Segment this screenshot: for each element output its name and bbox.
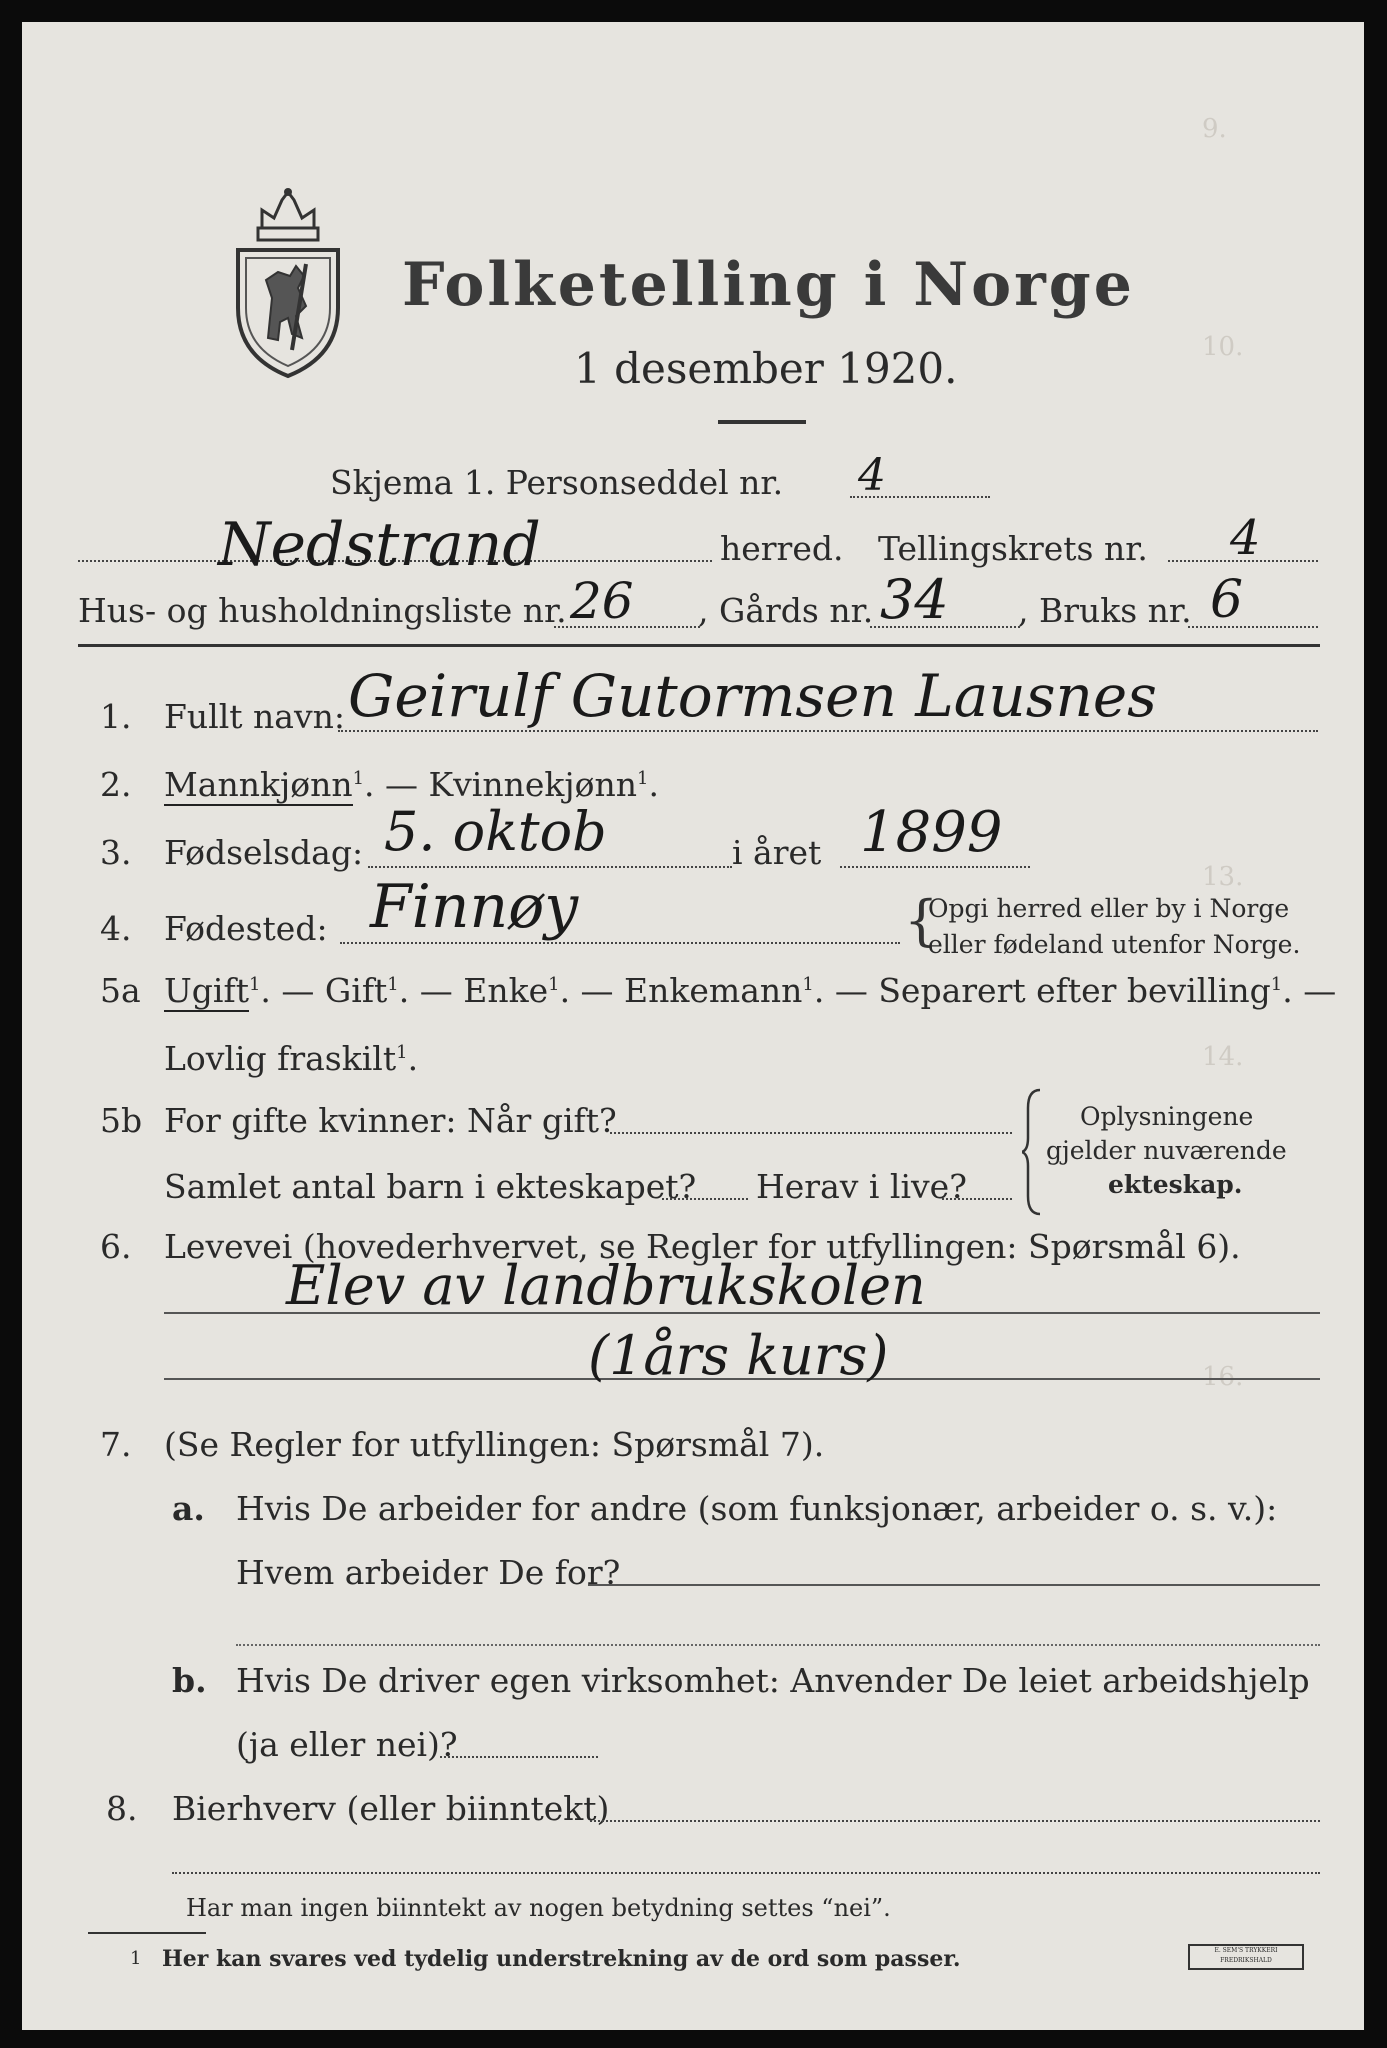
hus-value[interactable]: 26 (570, 572, 634, 630)
hired-help-line[interactable] (440, 1756, 598, 1758)
side-income-note: Har man ingen biinntekt av nogen betydning settes “nei”. (186, 1894, 891, 1922)
census-form (22, 22, 1364, 2030)
employer-line-2[interactable] (236, 1644, 1320, 1646)
q5b-label-2: Samlet antal barn i ekteskapet? (164, 1167, 697, 1206)
bleed-through-text: 10. (1202, 332, 1244, 362)
occupation-detail-value[interactable]: (1års kurs) (588, 1324, 889, 1387)
birthplace-value[interactable]: Finnøy (370, 872, 579, 942)
footnote-marker: 1 (802, 974, 814, 995)
footnote-marker: 1 (352, 768, 365, 789)
herred-value[interactable]: Nedstrand (218, 510, 541, 580)
footnote-number: 1 (130, 1948, 142, 1969)
separator: . (648, 765, 659, 804)
q3-label: Fødselsdag: (164, 833, 364, 872)
q4-label: Fødested: (164, 909, 328, 948)
q7b-number: b. (172, 1661, 207, 1700)
census-date: 1 desember 1920. (574, 344, 958, 393)
tellingskrets-label: Tellingskrets nr. (878, 529, 1148, 568)
separator: . — (364, 765, 429, 804)
q7a-text: Hvis De arbeider for andre (som funksjonær, arbeider o. s. v.): (236, 1489, 1278, 1528)
employer-line[interactable] (588, 1584, 1320, 1586)
bruks-value[interactable]: 6 (1210, 570, 1244, 630)
footnote-marker: 1 (637, 768, 649, 789)
title-divider (718, 420, 806, 424)
hus-label: Hus- og husholdningsliste nr. (78, 591, 567, 630)
option-enkemann[interactable]: Enkemann (624, 971, 803, 1010)
q1-label: Fullt navn: (164, 697, 345, 736)
q4-number: 4. (100, 909, 132, 948)
q1-number: 1. (100, 697, 132, 736)
q8-label: Bierhverv (eller biinntekt) (172, 1789, 610, 1828)
footnote-marker: 1 (1270, 974, 1283, 995)
bleed-through-text: 13. (1202, 862, 1244, 892)
header-divider (78, 644, 1320, 647)
footnote-marker: 1 (387, 974, 399, 995)
q7b-text: Hvis De driver egen virksomhet: Anvender De leiet arbeidshjelp (236, 1661, 1310, 1700)
side-income-line-2[interactable] (172, 1872, 1320, 1874)
q7a-question: Hvem arbeider De for? (236, 1553, 621, 1592)
footnote-text: Her kan svares ved tydelig understrekning av de ord som passer. (162, 1946, 961, 1972)
option-mannkjonn-underlined[interactable]: Mannkjønn (164, 765, 353, 804)
skjema-label: Skjema 1. Personseddel nr. (330, 463, 784, 502)
year-label: i året (732, 833, 822, 872)
alive-line (942, 1198, 1012, 1200)
footnote-marker: 1 (548, 974, 560, 995)
bleed-through-text: 9. (1202, 114, 1227, 144)
year-line (840, 866, 1030, 868)
q5b-note-1: Oplysningene (1080, 1102, 1254, 1131)
full-name-value[interactable]: Geirulf Gutormsen Lausnes (348, 662, 1157, 730)
footnote-marker: 1 (396, 1042, 408, 1063)
q2-number: 2. (100, 765, 132, 804)
bleed-through-text: 16. (1202, 1362, 1244, 1392)
brace (1022, 1088, 1046, 1216)
q7a-number: a. (172, 1489, 205, 1528)
brace: { (904, 889, 939, 952)
birthplace-note-2: eller fødeland utenfor Norge. (928, 930, 1301, 959)
q5a-number: 5a (100, 971, 141, 1010)
children-line (662, 1198, 748, 1200)
option-gift[interactable]: Gift (324, 971, 388, 1010)
personseddel-value[interactable]: 4 (858, 450, 886, 501)
q5b-note-2: gjelder nuværende (1046, 1136, 1287, 1165)
q6-label: Levevei (hovederhvervet, se Regler for utfyllingen: Spørsmål 6). (164, 1227, 1241, 1266)
side-income-line[interactable] (590, 1820, 1320, 1822)
occupation-value[interactable]: Elev av landbrukskolen (286, 1254, 926, 1317)
birthday-line (368, 866, 732, 868)
birthday-value[interactable]: 5. oktob (384, 800, 607, 863)
footnote-divider (88, 1932, 206, 1934)
option-separert[interactable]: Separert efter bevilling (878, 971, 1271, 1010)
q1-line (338, 730, 1318, 732)
gards-label: , Gårds nr. (698, 591, 874, 630)
birth-year-value[interactable]: 1899 (860, 800, 1003, 865)
q3-number: 3. (100, 833, 132, 872)
q7-number: 7. (100, 1425, 132, 1464)
option-enke[interactable]: Enke (463, 971, 549, 1010)
option-ugift-underlined[interactable]: Ugift (164, 971, 249, 1010)
bleed-through-text: 14. (1202, 1042, 1244, 1072)
norway-coat-of-arms-icon (232, 188, 344, 380)
q7b-question: (ja eller nei)? (236, 1725, 458, 1764)
herred-label: herred. (720, 529, 844, 568)
printer-stamp: E. SEM'S TRYKKERI FREDRIKSHALD (1188, 1944, 1304, 1970)
q5b-number: 5b (100, 1101, 143, 1140)
option-lovlig-fraskilt[interactable]: Lovlig fraskilt (164, 1039, 397, 1078)
birthplace-note-1: Opgi herred eller by i Norge (928, 894, 1290, 923)
option-kvinnekjonn[interactable]: Kvinnekjønn (428, 765, 638, 804)
bruks-line (1188, 626, 1318, 628)
q5b-note-3: ekteskap. (1108, 1170, 1243, 1199)
footnote-marker: 1 (248, 974, 261, 995)
q5b-label-3: Herav i live? (756, 1167, 967, 1206)
q5a-line2: Lovlig fraskilt$^1$. (164, 1039, 419, 1078)
q7-label: (Se Regler for utfyllingen: Spørsmål 7). (164, 1425, 825, 1464)
tellingskrets-value[interactable]: 4 (1230, 510, 1261, 566)
q2-options (164, 765, 659, 804)
q8-number: 8. (106, 1789, 138, 1828)
q5a-options: Ugift$^1$. — Gift$^1$. — Enke$^1$. — Enkemann$^1$. — Separert efter bevilling$^1$. — (164, 971, 1337, 1010)
bruks-label: , Bruks nr. (1018, 591, 1192, 630)
q5b-label-1: For gifte kvinner: Når gift? (164, 1101, 617, 1140)
gards-value[interactable]: 34 (880, 568, 949, 631)
form-title: Folketelling i Norge (402, 250, 1135, 320)
q6-number: 6. (100, 1227, 132, 1266)
marriage-date-line (610, 1132, 1012, 1134)
birthplace-line (340, 942, 900, 944)
